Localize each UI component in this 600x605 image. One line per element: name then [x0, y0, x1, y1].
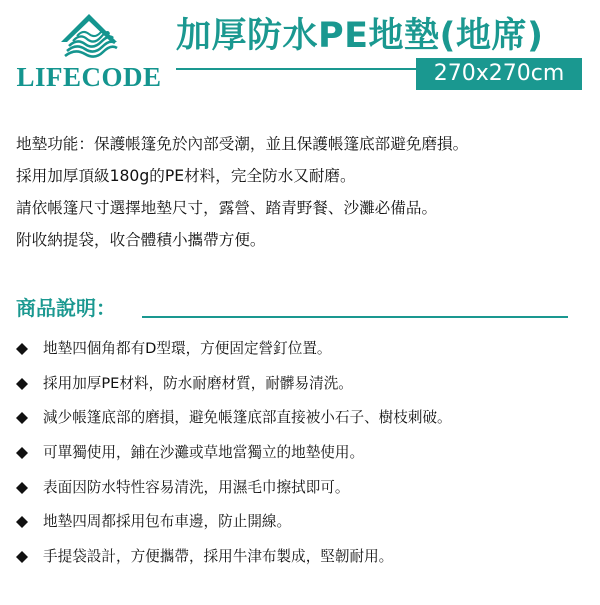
black-diamond-icon [16, 482, 28, 494]
list-item [16, 338, 596, 373]
list-item [16, 511, 596, 546]
title-divider [176, 68, 416, 70]
feature-text: 表面因防水特性容易清洗，用濕毛巾擦拭即可。 [43, 478, 350, 496]
feature-text: 採用加厚PE材料，防水耐磨材質，耐髒易清洗。 [43, 374, 353, 392]
brand-name: LIFECODE [16, 62, 162, 92]
list-item [16, 477, 596, 512]
black-diamond-icon [16, 516, 28, 528]
feature-text: 地墊四個角都有D型環，方便固定營釘位置。 [43, 340, 332, 357]
feature-list [16, 338, 596, 581]
size-badge: 270x270cm [416, 58, 582, 90]
list-item [16, 442, 596, 477]
list-item [16, 407, 596, 442]
brand-logo [14, 8, 164, 94]
feature-text: 減少帳篷底部的磨損，避免帳篷底部直接被小石子、樹枝刺破。 [43, 409, 452, 427]
feature-text: 手提袋設計，方便攜帶，採用牛津布製成，堅韌耐用。 [43, 548, 394, 566]
intro-line: 地墊功能：保護帳篷免於內部受潮，並且保護帳篷底部避免磨損。 [16, 135, 469, 153]
intro-list [16, 128, 596, 256]
black-diamond-icon [16, 378, 28, 390]
list-item [16, 546, 596, 581]
black-diamond-icon [16, 551, 28, 563]
black-diamond-icon [16, 412, 28, 424]
feature-text: 可單獨使用，鋪在沙灘或草地當獨立的地墊使用。 [43, 444, 365, 462]
intro-line: 附收納提袋，收合體積小攜帶方便。 [16, 231, 266, 249]
black-diamond-icon [16, 343, 28, 355]
lifecode-wave-mark-icon [59, 12, 119, 58]
intro-line: 請依帳篷尺寸選擇地墊尺寸，露營、踏青野餐、沙灘必備品。 [16, 199, 438, 217]
intro-line: 採用加厚頂級180g的PE材料，完全防水又耐磨。 [16, 167, 356, 185]
page-title: 加厚防水PE地墊(地席) [176, 16, 544, 56]
section-title: 商品說明： [16, 296, 116, 320]
list-item [16, 373, 596, 408]
black-diamond-icon [16, 447, 28, 459]
section-divider [142, 316, 568, 318]
page-header [0, 0, 600, 100]
feature-text: 地墊四周都採用包布車邊，防止開線。 [43, 513, 292, 531]
